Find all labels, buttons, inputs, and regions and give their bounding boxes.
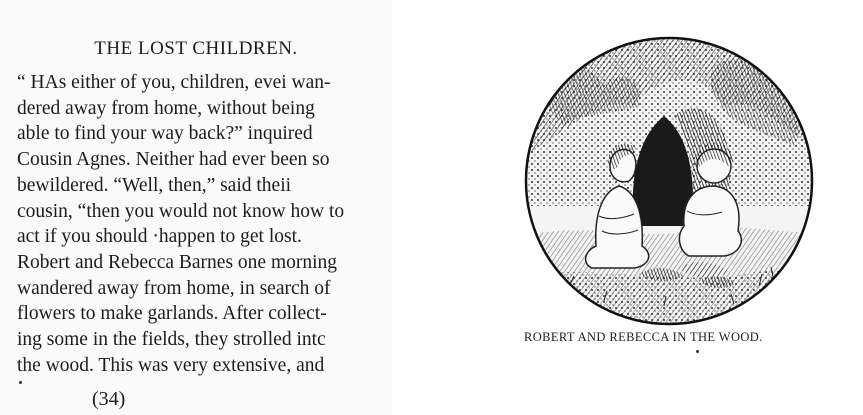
- text-line: cousin, “then you would not know how to: [17, 200, 345, 222]
- text-line: wandered away from home, in search of: [17, 277, 331, 299]
- text-page: [0, 0, 392, 415]
- text-line: act if you should ·happen to get lost.: [17, 226, 302, 248]
- engraving-children-in-woods-icon: [524, 36, 814, 326]
- text-line: the wood. This was very extensive, and: [17, 354, 325, 376]
- text-line: “ HAs either of you, children, evei wan-: [17, 72, 331, 93]
- page-number: (34): [92, 388, 126, 410]
- ink-speck: [696, 350, 699, 353]
- illustration-page: [392, 0, 863, 415]
- ink-speck: [19, 381, 22, 384]
- text-line: able to find your way back?” inquired: [17, 123, 313, 145]
- text-line: ing some in the fields, they strolled intc: [17, 329, 326, 351]
- text-line: Cousin Agnes. Neither had ever been so: [17, 149, 330, 171]
- illustration-caption: ROBERT AND REBECCA IN THE WOOD.: [524, 330, 763, 344]
- page-title: THE LOST CHILDREN.: [94, 38, 298, 59]
- text-line: flowers to make garlands. After collect-: [17, 303, 327, 325]
- body-text: [17, 70, 395, 378]
- text-line: dered away from home, without being: [17, 97, 315, 119]
- text-line: Robert and Rebecca Barnes one morning: [17, 251, 338, 273]
- text-line: bewildered. “Well, then,” said theii: [17, 174, 292, 196]
